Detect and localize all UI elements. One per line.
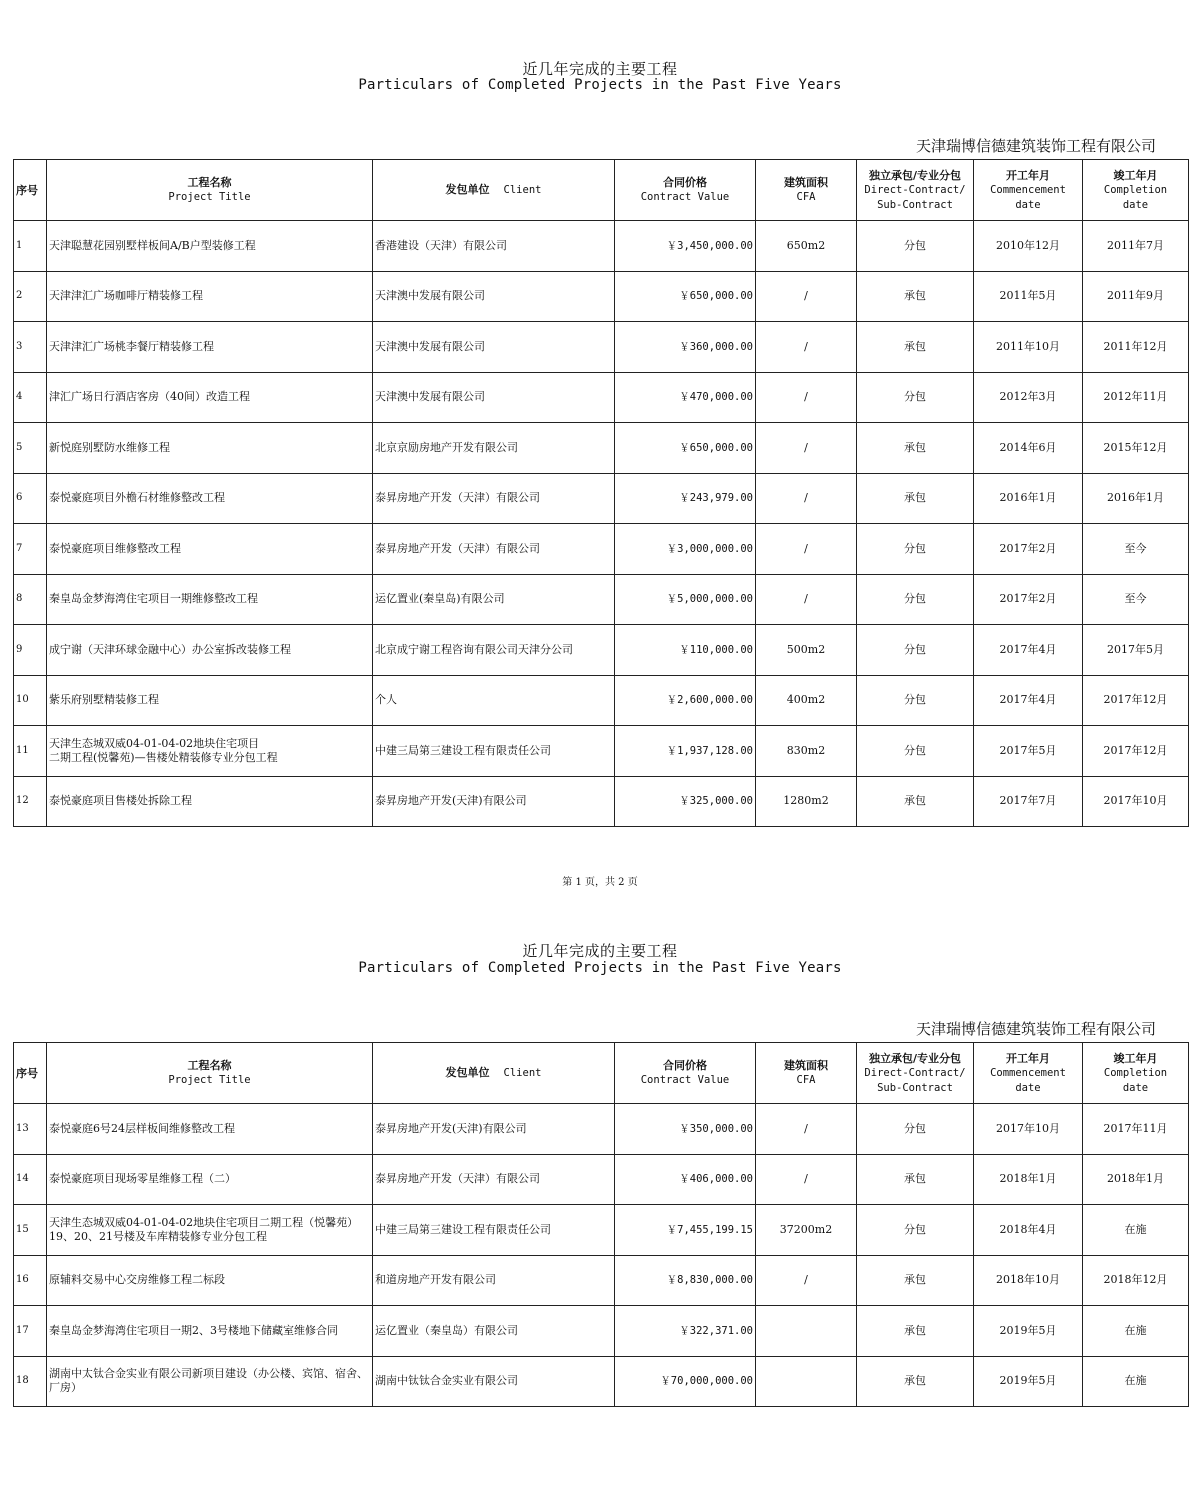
contract-type: 分包 — [857, 574, 974, 625]
completion-date: 在施 — [1083, 1205, 1189, 1256]
project-title: 成宁谢（天津环球金融中心）办公室拆改装修工程 — [47, 625, 373, 676]
cfa-value: / — [756, 423, 857, 474]
projects-table — [13, 1042, 1189, 1407]
project-title: 天津生态城双威04-01-04-02地块住宅项目 二期工程(悦馨苑)—售楼处精装修专业分包工程 — [47, 726, 373, 777]
completion-date: 2016年1月 — [1083, 473, 1189, 524]
row-number: 2 — [14, 271, 47, 322]
table-row — [14, 473, 1189, 524]
row-number: 12 — [14, 776, 47, 827]
commencement-date: 2017年7月 — [974, 776, 1083, 827]
commencement-date: 2011年10月 — [974, 322, 1083, 373]
contract-type: 分包 — [857, 221, 974, 272]
cfa-value: 1280m2 — [756, 776, 857, 827]
contract-value: ￥350,000.00 — [615, 1104, 756, 1155]
client-name: 泰昇房地产开发（天津）有限公司 — [373, 1154, 615, 1205]
client-name: 香港建设（天津）有限公司 — [373, 221, 615, 272]
project-title: 秦皇岛金梦海湾住宅项目一期维修整改工程 — [47, 574, 373, 625]
cfa-value: 830m2 — [756, 726, 857, 777]
row-number: 18 — [14, 1356, 47, 1407]
commencement-date: 2018年1月 — [974, 1154, 1083, 1205]
cfa-value: 650m2 — [756, 221, 857, 272]
commencement-date: 2017年5月 — [974, 726, 1083, 777]
contract-type: 分包 — [857, 726, 974, 777]
contract-value: ￥470,000.00 — [615, 372, 756, 423]
client-name: 北京京励房地产开发有限公司 — [373, 423, 615, 474]
commencement-date: 2017年4月 — [974, 675, 1083, 726]
col-header-start: 开工年月 Commencement date — [974, 160, 1083, 221]
col-header-value: 合同价格 Contract Value — [615, 160, 756, 221]
commencement-date: 2017年10月 — [974, 1104, 1083, 1155]
table-row — [14, 271, 1189, 322]
table-row — [14, 1356, 1189, 1407]
col-header-value: 合同价格 Contract Value — [615, 1043, 756, 1104]
contract-value: ￥3,000,000.00 — [615, 524, 756, 575]
row-number: 1 — [14, 221, 47, 272]
project-title: 津汇广场日行酒店客房（40间）改造工程 — [47, 372, 373, 423]
contract-value: ￥360,000.00 — [615, 322, 756, 373]
contract-value: ￥650,000.00 — [615, 271, 756, 322]
client-name: 中建三局第三建设工程有限责任公司 — [373, 1205, 615, 1256]
commencement-date: 2016年1月 — [974, 473, 1083, 524]
project-title: 泰悦豪庭6号24层样板间维修整改工程 — [47, 1104, 373, 1155]
page-footer: 第 1 页，共 2 页 — [562, 877, 638, 888]
document-page-2 — [0, 900, 1200, 1512]
project-title: 湖南中太钛合金实业有限公司新项目建设（办公楼、宾馆、宿舍、厂房） — [47, 1356, 373, 1407]
cfa-value: / — [756, 1255, 857, 1306]
col-header-cfa: 建筑面积 CFA — [756, 1043, 857, 1104]
page-title-en: Particulars of Completed Projects in the Past Five Years — [358, 960, 842, 976]
contract-type: 分包 — [857, 675, 974, 726]
company-name: 天津瑞博信德建筑装饰工程有限公司 — [915, 137, 1156, 155]
table-body — [14, 1104, 1189, 1407]
table-row — [14, 221, 1189, 272]
completion-date: 至今 — [1083, 574, 1189, 625]
col-header-type: 独立承包/专业分包 Direct-Contract/ Sub-Contract — [857, 160, 974, 221]
col-header-type: 独立承包/专业分包 Direct-Contract/ Sub-Contract — [857, 1043, 974, 1104]
row-number: 17 — [14, 1306, 47, 1357]
contract-value: ￥243,979.00 — [615, 473, 756, 524]
table-row — [14, 776, 1189, 827]
table-body — [14, 221, 1189, 827]
row-number: 3 — [14, 322, 47, 373]
row-number: 9 — [14, 625, 47, 676]
commencement-date: 2012年3月 — [974, 372, 1083, 423]
table-row — [14, 1255, 1189, 1306]
project-title: 天津津汇广场咖啡厅精装修工程 — [47, 271, 373, 322]
completion-date: 在施 — [1083, 1306, 1189, 1357]
cfa-value: / — [756, 574, 857, 625]
client-name: 运亿置业(秦皇岛)有限公司 — [373, 574, 615, 625]
table-row — [14, 726, 1189, 777]
col-header-end: 竣工年月 Completion date — [1083, 1043, 1189, 1104]
row-number: 16 — [14, 1255, 47, 1306]
commencement-date: 2017年2月 — [974, 524, 1083, 575]
contract-value: ￥2,600,000.00 — [615, 675, 756, 726]
client-name: 泰昇房地产开发(天津)有限公司 — [373, 776, 615, 827]
contract-type: 承包 — [857, 1255, 974, 1306]
contract-value: ￥322,371.00 — [615, 1306, 756, 1357]
client-name: 个人 — [373, 675, 615, 726]
row-number: 11 — [14, 726, 47, 777]
page-title-cn: 近几年完成的主要工程 — [522, 60, 678, 78]
contract-value: ￥650,000.00 — [615, 423, 756, 474]
row-number: 4 — [14, 372, 47, 423]
contract-type: 分包 — [857, 1104, 974, 1155]
contract-type: 承包 — [857, 473, 974, 524]
table-row — [14, 574, 1189, 625]
client-name: 天津澳中发展有限公司 — [373, 271, 615, 322]
completion-date: 2011年12月 — [1083, 322, 1189, 373]
commencement-date: 2011年5月 — [974, 271, 1083, 322]
contract-type: 承包 — [857, 1356, 974, 1407]
cfa-value: / — [756, 322, 857, 373]
cfa-value — [756, 1356, 857, 1407]
client-name: 湖南中钛钛合金实业有限公司 — [373, 1356, 615, 1407]
cfa-value: 500m2 — [756, 625, 857, 676]
col-header-client: 发包单位 Client — [373, 1043, 615, 1104]
cfa-value — [756, 1306, 857, 1357]
cfa-value: / — [756, 372, 857, 423]
table-row — [14, 322, 1189, 373]
table-header-row — [14, 1043, 1189, 1104]
row-number: 15 — [14, 1205, 47, 1256]
row-number: 8 — [14, 574, 47, 625]
table-row — [14, 1306, 1189, 1357]
contract-value: ￥5,000,000.00 — [615, 574, 756, 625]
contract-type: 承包 — [857, 776, 974, 827]
col-header-end: 竣工年月 Completion date — [1083, 160, 1189, 221]
project-title: 秦皇岛金梦海湾住宅项目一期2、3号楼地下储藏室维修合同 — [47, 1306, 373, 1357]
client-name: 北京成宁谢工程咨询有限公司天津分公司 — [373, 625, 615, 676]
cfa-value: / — [756, 1104, 857, 1155]
client-name: 天津澳中发展有限公司 — [373, 372, 615, 423]
contract-type: 分包 — [857, 1205, 974, 1256]
cfa-value: / — [756, 524, 857, 575]
col-header-title: 工程名称 Project Title — [47, 1043, 373, 1104]
project-title: 紫乐府别墅精装修工程 — [47, 675, 373, 726]
row-number: 13 — [14, 1104, 47, 1155]
table-row — [14, 524, 1189, 575]
project-title: 原辅料交易中心交房维修工程二标段 — [47, 1255, 373, 1306]
projects-table — [13, 159, 1189, 827]
completion-date: 在施 — [1083, 1356, 1189, 1407]
contract-value: ￥3,450,000.00 — [615, 221, 756, 272]
client-name: 和道房地产开发有限公司 — [373, 1255, 615, 1306]
commencement-date: 2019年5月 — [974, 1306, 1083, 1357]
cfa-value: 37200m2 — [756, 1205, 857, 1256]
contract-value: ￥70,000,000.00 — [615, 1356, 756, 1407]
client-name: 天津澳中发展有限公司 — [373, 322, 615, 373]
contract-value: ￥325,000.00 — [615, 776, 756, 827]
project-title: 泰悦豪庭项目售楼处拆除工程 — [47, 776, 373, 827]
table-header-row — [14, 160, 1189, 221]
contract-value: ￥7,455,199.15 — [615, 1205, 756, 1256]
row-number: 7 — [14, 524, 47, 575]
page-title-en: Particulars of Completed Projects in the Past Five Years — [358, 77, 842, 93]
table-row — [14, 372, 1189, 423]
completion-date: 2017年12月 — [1083, 726, 1189, 777]
row-number: 14 — [14, 1154, 47, 1205]
completion-date: 2011年7月 — [1083, 221, 1189, 272]
table-row — [14, 1205, 1189, 1256]
table-row — [14, 1154, 1189, 1205]
row-number: 5 — [14, 423, 47, 474]
contract-type: 承包 — [857, 1154, 974, 1205]
project-title: 天津津汇广场桃李餐厅精装修工程 — [47, 322, 373, 373]
completion-date: 2017年5月 — [1083, 625, 1189, 676]
contract-value: ￥8,830,000.00 — [615, 1255, 756, 1306]
col-header-no: 序号 — [14, 1043, 47, 1104]
commencement-date: 2018年4月 — [974, 1205, 1083, 1256]
cfa-value: / — [756, 473, 857, 524]
completion-date: 2011年9月 — [1083, 271, 1189, 322]
commencement-date: 2017年2月 — [974, 574, 1083, 625]
commencement-date: 2014年6月 — [974, 423, 1083, 474]
cfa-value: 400m2 — [756, 675, 857, 726]
commencement-date: 2010年12月 — [974, 221, 1083, 272]
client-name: 中建三局第三建设工程有限责任公司 — [373, 726, 615, 777]
contract-type: 承包 — [857, 423, 974, 474]
page-title-cn: 近几年完成的主要工程 — [522, 942, 678, 960]
contract-type: 分包 — [857, 625, 974, 676]
completion-date: 2015年12月 — [1083, 423, 1189, 474]
cfa-value: / — [756, 271, 857, 322]
contract-type: 分包 — [857, 524, 974, 575]
project-title: 泰悦豪庭项目外檐石材维修整改工程 — [47, 473, 373, 524]
client-name: 泰昇房地产开发（天津）有限公司 — [373, 524, 615, 575]
contract-type: 分包 — [857, 372, 974, 423]
project-title: 新悦庭别墅防水维修工程 — [47, 423, 373, 474]
table-row — [14, 423, 1189, 474]
contract-value: ￥1,937,128.00 — [615, 726, 756, 777]
contract-type: 承包 — [857, 271, 974, 322]
completion-date: 2012年11月 — [1083, 372, 1189, 423]
project-title: 泰悦豪庭项目现场零星维修工程（二） — [47, 1154, 373, 1205]
completion-date: 2017年10月 — [1083, 776, 1189, 827]
col-header-start: 开工年月 Commencement date — [974, 1043, 1083, 1104]
row-number: 6 — [14, 473, 47, 524]
col-header-client: 发包单位 Client — [373, 160, 615, 221]
contract-type: 承包 — [857, 322, 974, 373]
row-number: 10 — [14, 675, 47, 726]
company-name: 天津瑞博信德建筑装饰工程有限公司 — [915, 1020, 1156, 1038]
table-row — [14, 1104, 1189, 1155]
contract-value: ￥110,000.00 — [615, 625, 756, 676]
commencement-date: 2018年10月 — [974, 1255, 1083, 1306]
cfa-value: / — [756, 1154, 857, 1205]
table-row — [14, 675, 1189, 726]
col-header-title: 工程名称 Project Title — [47, 160, 373, 221]
contract-value: ￥406,000.00 — [615, 1154, 756, 1205]
contract-type: 承包 — [857, 1306, 974, 1357]
completion-date: 2018年1月 — [1083, 1154, 1189, 1205]
completion-date: 2018年12月 — [1083, 1255, 1189, 1306]
table-row — [14, 625, 1189, 676]
project-title: 天津聪慧花园别墅样板间A/B户型装修工程 — [47, 221, 373, 272]
commencement-date: 2017年4月 — [974, 625, 1083, 676]
completion-date: 2017年12月 — [1083, 675, 1189, 726]
completion-date: 2017年11月 — [1083, 1104, 1189, 1155]
col-header-no: 序号 — [14, 160, 47, 221]
project-title: 泰悦豪庭项目维修整改工程 — [47, 524, 373, 575]
completion-date: 至今 — [1083, 524, 1189, 575]
col-header-cfa: 建筑面积 CFA — [756, 160, 857, 221]
client-name: 泰昇房地产开发（天津）有限公司 — [373, 473, 615, 524]
client-name: 运亿置业（秦皇岛）有限公司 — [373, 1306, 615, 1357]
client-name: 泰昇房地产开发(天津)有限公司 — [373, 1104, 615, 1155]
project-title: 天津生态城双威04-01-04-02地块住宅项目二期工程（悦馨苑）19、20、21号楼及车库精装修专业分包工程 — [47, 1205, 373, 1256]
commencement-date: 2019年5月 — [974, 1356, 1083, 1407]
